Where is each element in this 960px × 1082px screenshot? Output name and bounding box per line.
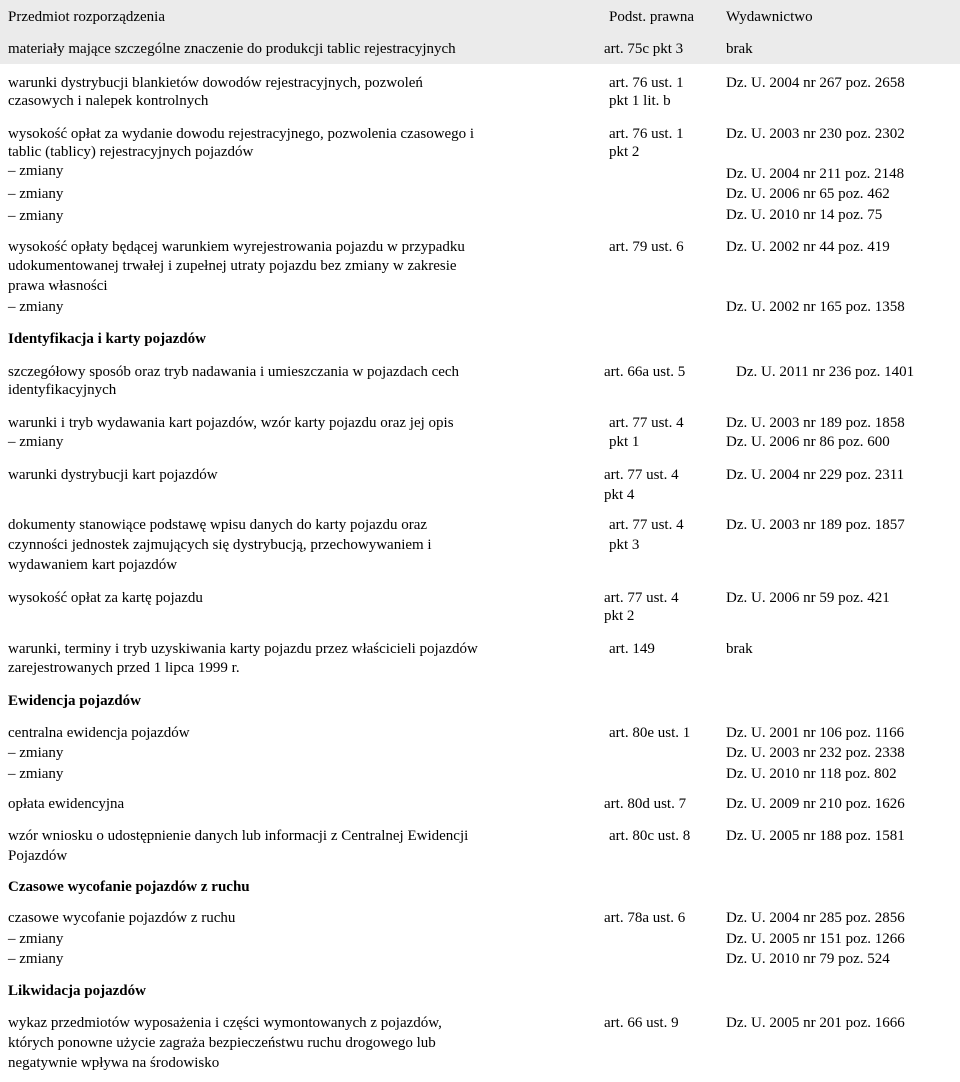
row-change: – zmiany [8, 434, 64, 450]
row-subject: zarejestrowanych przed 1 lipca 1999 r. [8, 660, 240, 676]
row-subject: wykaz przedmiotów wyposażenia i części wymontowanych z pojazdów, [8, 1015, 442, 1031]
row-subject: wysokość opłaty będącej warunkiem wyrejestrowania pojazdu w przypadku [8, 239, 465, 255]
row-subject: materiały mające szczególne znaczenie do produkcji tablic rejestracyjnych [8, 41, 456, 57]
row-basis: art. 76 ust. 1 [609, 126, 684, 142]
row-subject: czasowych i nalepek kontrolnych [8, 93, 209, 109]
row-publication: Dz. U. 2003 nr 189 poz. 1857 [726, 517, 905, 533]
row-basis: art. 80e ust. 1 [609, 725, 691, 741]
row-subject: szczegółowy sposób oraz tryb nadawania i umieszczania w pojazdach cech [8, 364, 460, 380]
row-publication: Dz. U. 2009 nr 210 poz. 1626 [726, 796, 905, 812]
row-subject: czynności jednostek zajmujących się dystrybucją, przechowywaniem i [8, 537, 432, 553]
row-publication: Dz. U. 2005 nr 188 poz. 1581 [726, 828, 905, 844]
row-publication: Dz. U. 2001 nr 106 poz. 1166 [726, 725, 905, 741]
row-change: – zmiany [8, 951, 64, 967]
header-publication: Wydawnictwo [726, 9, 813, 25]
row-subject: Pojazdów [8, 848, 68, 864]
section-heading: Czasowe wycofanie pojazdów z ruchu [8, 879, 250, 895]
row-change: – zmiany [8, 299, 64, 315]
row-subject: opłata ewidencyjna [8, 796, 125, 812]
row-basis: pkt 1 lit. b [609, 93, 671, 109]
section-heading: Likwidacja pojazdów [8, 983, 146, 999]
row-subject: prawa własności [8, 278, 108, 294]
row-publication: Dz. U. 2006 nr 59 poz. 421 [726, 590, 890, 606]
header-basis: Podst. prawna [609, 9, 694, 25]
row-change: – zmiany [8, 186, 64, 202]
row-basis: pkt 4 [604, 487, 635, 503]
row-basis: art. 77 ust. 4 [604, 467, 679, 483]
row-publication: brak [726, 641, 753, 657]
row-basis: pkt 2 [609, 144, 640, 160]
row-basis: art. 77 ust. 4 [604, 590, 679, 606]
section-heading: Ewidencja pojazdów [8, 693, 141, 709]
row-basis: art. 79 ust. 6 [609, 239, 684, 255]
row-subject: centralna ewidencja pojazdów [8, 725, 190, 741]
row-subject: warunki dystrybucji kart pojazdów [8, 467, 218, 483]
row-subject: negatywnie wpływa na środowisko [8, 1055, 220, 1071]
row-publication: Dz. U. 2003 nr 230 poz. 2302 [726, 126, 905, 142]
row-publication: Dz. U. 2006 nr 86 poz. 600 [726, 434, 890, 450]
row-subject: wysokość opłat za kartę pojazdu [8, 590, 203, 606]
row-subject: wysokość opłat za wydanie dowodu rejestracyjnego, pozwolenia czasowego i [8, 126, 475, 142]
row-basis: art. 80c ust. 8 [609, 828, 691, 844]
row-subject: warunki dystrybucji blankietów dowodów rejestracyjnych, pozwoleń [8, 75, 423, 91]
row-change: – zmiany [8, 766, 64, 782]
row-basis: art. 77 ust. 4 [609, 415, 684, 431]
row-subject: identyfikacyjnych [8, 382, 117, 398]
row-subject: wzór wniosku o udostępnienie danych lub informacji z Centralnej Ewidencji [8, 828, 469, 844]
row-publication: Dz. U. 2002 nr 44 poz. 419 [726, 239, 890, 255]
row-change: – zmiany [8, 745, 64, 761]
row-publication: Dz. U. 2003 nr 189 poz. 1858 [726, 415, 905, 431]
row-publication: Dz. U. 2005 nr 151 poz. 1266 [726, 931, 905, 947]
row-subject: dokumenty stanowiące podstawę wpisu danych do karty pojazdu oraz [8, 517, 428, 533]
row-subject: udokumentowanej trwałej i zupełnej utraty pojazdu bez zmiany w zakresie [8, 258, 457, 274]
row-basis: pkt 3 [609, 537, 640, 553]
row-basis: art. 75c pkt 3 [604, 41, 684, 57]
row-publication: Dz. U. 2004 nr 267 poz. 2658 [726, 75, 905, 91]
row-change: – zmiany [8, 163, 64, 179]
row-subject: tablic (tablicy) rejestracyjnych pojazdów [8, 144, 254, 160]
row-publication: Dz. U. 2006 nr 65 poz. 462 [726, 186, 890, 202]
row-change: – zmiany [8, 208, 64, 224]
row-subject: warunki i tryb wydawania kart pojazdów, wzór karty pojazdu oraz jej opis [8, 415, 454, 431]
row-publication: Dz. U. 2011 nr 236 poz. 1401 [736, 364, 915, 380]
row-subject: wydawaniem kart pojazdów [8, 557, 178, 573]
row-basis: pkt 1 [609, 434, 640, 450]
row-basis: art. 80d ust. 7 [604, 796, 687, 812]
section-heading: Identyfikacja i karty pojazdów [8, 331, 206, 347]
row-basis: art. 78a ust. 6 [604, 910, 686, 926]
row-basis: art. 77 ust. 4 [609, 517, 684, 533]
row-subject: których ponowne użycie zagraża bezpieczeństwu ruchu drogowego lub [8, 1035, 436, 1051]
row-subject: warunki, terminy i tryb uzyskiwania karty pojazdu przez właścicieli pojazdów [8, 641, 478, 657]
row-publication: brak [726, 41, 753, 57]
row-basis: art. 76 ust. 1 [609, 75, 684, 91]
row-publication: Dz. U. 2004 nr 211 poz. 2148 [726, 166, 905, 182]
row-publication: Dz. U. 2010 nr 14 poz. 75 [726, 207, 883, 223]
row-publication: Dz. U. 2004 nr 285 poz. 2856 [726, 910, 905, 926]
header-subject: Przedmiot rozporządzenia [8, 9, 166, 25]
row-basis: pkt 2 [604, 608, 635, 624]
row-publication: Dz. U. 2010 nr 118 poz. 802 [726, 766, 897, 782]
row-publication: Dz. U. 2004 nr 229 poz. 2311 [726, 467, 905, 483]
row-publication: Dz. U. 2010 nr 79 poz. 524 [726, 951, 890, 967]
row-basis: art. 149 [609, 641, 655, 657]
row-publication: Dz. U. 2002 nr 165 poz. 1358 [726, 299, 905, 315]
row-basis: art. 66a ust. 5 [604, 364, 686, 380]
row-subject: czasowe wycofanie pojazdów z ruchu [8, 910, 236, 926]
row-change: – zmiany [8, 931, 64, 947]
row-basis: art. 66 ust. 9 [604, 1015, 679, 1031]
row-publication: Dz. U. 2005 nr 201 poz. 1666 [726, 1015, 905, 1031]
row-publication: Dz. U. 2003 nr 232 poz. 2338 [726, 745, 905, 761]
